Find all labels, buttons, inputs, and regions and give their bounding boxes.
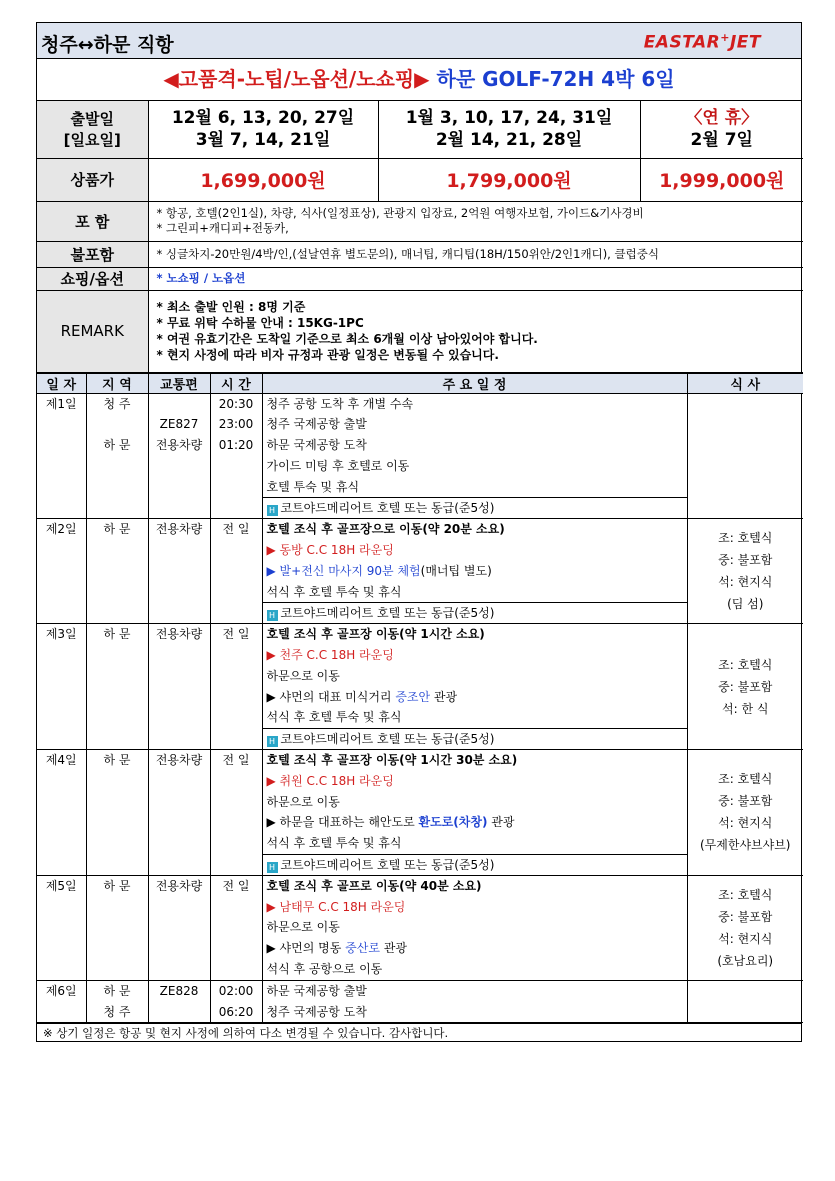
price-1: 1,699,000원: [148, 158, 378, 201]
exclude-label: 불포함: [37, 241, 148, 267]
price-3: 1,999,000원: [640, 158, 803, 201]
col-schedule: 주 요 일 정: [262, 373, 687, 393]
col-region: 지 역: [86, 373, 148, 393]
itinerary-table: [37, 373, 803, 1024]
hotel-line: H 코트야드메리어트 호텔 또는 동급(준5성): [263, 602, 688, 623]
hotel-icon: H: [267, 862, 278, 873]
table-row-day5: 제5일 하 문 전용차량 전 일 호텔 조식 후 골프로 이동(약 40분 소요) ▶ 남태무 C.C 18H 라운딩 하문으로 이동 ▶ 샤먼의 명동 중산로 관광 석식 후 공항으로 이동 조: 호텔식 중: 불포함 석: 현지식 (호남요리): [37, 875, 803, 980]
shopping-text: * 노쇼핑 / 노옵션: [148, 267, 803, 290]
hotel-line: H 코트야드메리어트 호텔 또는 동급(준5성): [263, 854, 688, 875]
departure-dates-1: 12월 6, 13, 20, 27일 3월 7, 14, 21일: [148, 101, 378, 158]
table-row-day6: 제6일 하 문 청 주 ZE828 02:00 06:20 하문 국제공항 출발 청주 국제공항 도착: [37, 980, 803, 1023]
remark-text: * 최소 출발 인원 : 8명 기준 * 무료 위탁 수하물 안내 : 15KG-1PC * 여권 유효기간은 도착일 기준으로 최소 6개월 이상 남아있어야 합니다. * 현지 사정에 따라 비자 규정과 관광 일정은 변동될 수 있습니다.: [148, 290, 803, 372]
hotel-line: H 코트야드메리어트 호텔 또는 동급(준5성): [263, 728, 688, 749]
hotel-icon: H: [267, 736, 278, 747]
table-row-day3: 제3일 하 문 전용차량 전 일 호텔 조식 후 골프장 이동(약 1시간 소요) ▶ 천주 C.C 18H 라운딩 하문으로 이동 ▶ 샤먼의 대표 미식거리 증조안 관광 석식 후 호텔 투숙 및 휴식 H 코트야드메리어트 호텔 또는 동급(준5성) 조: 호텔식 중: 불포함 석: 한 식: [37, 624, 803, 750]
itinerary-page: [36, 22, 802, 1042]
shopping-label: 쇼핑/옵션: [37, 267, 148, 290]
table-row-day1: 제1일 청 주 하 문 ZE827 전용차량 20:30 23:00 01:20 청주 공항 도착 후 개별 수속 청주 국제공항 출발 하문 국제공항 도착 가이드 미팅 후 호텔로 이동 호텔 투숙 및 휴식 H 코트야드메리어트 호텔 또는 동급(준5성): [37, 393, 803, 519]
airline-logo: EASTAR+JET: [643, 31, 761, 53]
table-row-day2: 제2일 하 문 전용차량 전 일 호텔 조식 후 골프장으로 이동(약 20분 소요) ▶ 동방 C.C 18H 라운딩 ▶ 발+전신 마사지 90분 체험(매너팁 별도) 석식 후 호텔 투숙 및 휴식 H 코트야드메리어트 호텔 또는 동급(준5성) 조: 호텔식 중: 불포함 석: 현지식 (딤 섬): [37, 519, 803, 624]
route-title: 청주↔하문 직항: [41, 34, 174, 56]
hotel-line: H 코트야드메리어트 호텔 또는 동급(준5성): [263, 497, 688, 518]
title-tagline: ◀고품격-노팁/노옵션/노쇼핑▶: [163, 67, 430, 91]
summary-table: [37, 101, 803, 373]
departure-dates-2: 1월 3, 10, 17, 24, 31일 2월 14, 21, 28일: [378, 101, 640, 158]
meal-day2: 조: 호텔식 중: 불포함 석: 현지식 (딤 섬): [687, 519, 803, 624]
col-time: 시 간: [210, 373, 262, 393]
header-bar: [37, 23, 801, 59]
title-product: 하문 GOLF-72H 4박 6일: [436, 67, 675, 91]
departure-dates-holiday: 〈연 휴〉 2월 7일: [640, 101, 803, 158]
departure-label: 출발일 [일요일]: [37, 101, 148, 158]
include-text: * 항공, 호텔(2인1실), 차량, 식사(일정표상), 관광지 입장료, 2억원 여행자보험, 가이드&기사경비 * 그린피+캐디피+전동카,: [148, 201, 803, 241]
meal-day3: 조: 호텔식 중: 불포함 석: 한 식: [687, 624, 803, 750]
exclude-text: * 싱글차지-20만원/4박/인,(설날연휴 별도문의), 매너팁, 캐디팁(18H/150위안/2인1캐디), 클럽중식: [148, 241, 803, 267]
product-title: [37, 59, 801, 101]
col-meal: 식 사: [687, 373, 803, 393]
col-transport: 교통편: [148, 373, 210, 393]
hotel-icon: H: [267, 610, 278, 621]
table-row-day4: 제4일 하 문 전용차량 전 일 호텔 조식 후 골프장 이동(약 1시간 30분 소요) ▶ 취원 C.C 18H 라운딩 하문으로 이동 ▶ 하문을 대표하는 해안도로 환도로(차창) 관광 석식 후 호텔 투숙 및 휴식 H 코트야드메리어트 호텔 또는 동급(준5성) 조: 호텔식 중: 불포함 석: 현지식 (무제한샤브샤브): [37, 750, 803, 876]
footer-note: ※ 상기 일정은 항공 및 현지 사정에 의하여 다소 변경될 수 있습니다. 감사합니다.: [37, 1023, 801, 1041]
meal-day5: 조: 호텔식 중: 불포함 석: 현지식 (호남요리): [687, 875, 803, 980]
meal-day4: 조: 호텔식 중: 불포함 석: 현지식 (무제한샤브샤브): [687, 750, 803, 876]
include-label: 포 함: [37, 201, 148, 241]
price-label: 상품가: [37, 158, 148, 201]
hotel-icon: H: [267, 505, 278, 516]
col-day: 일 자: [37, 373, 86, 393]
remark-label: REMARK: [37, 290, 148, 372]
price-2: 1,799,000원: [378, 158, 640, 201]
